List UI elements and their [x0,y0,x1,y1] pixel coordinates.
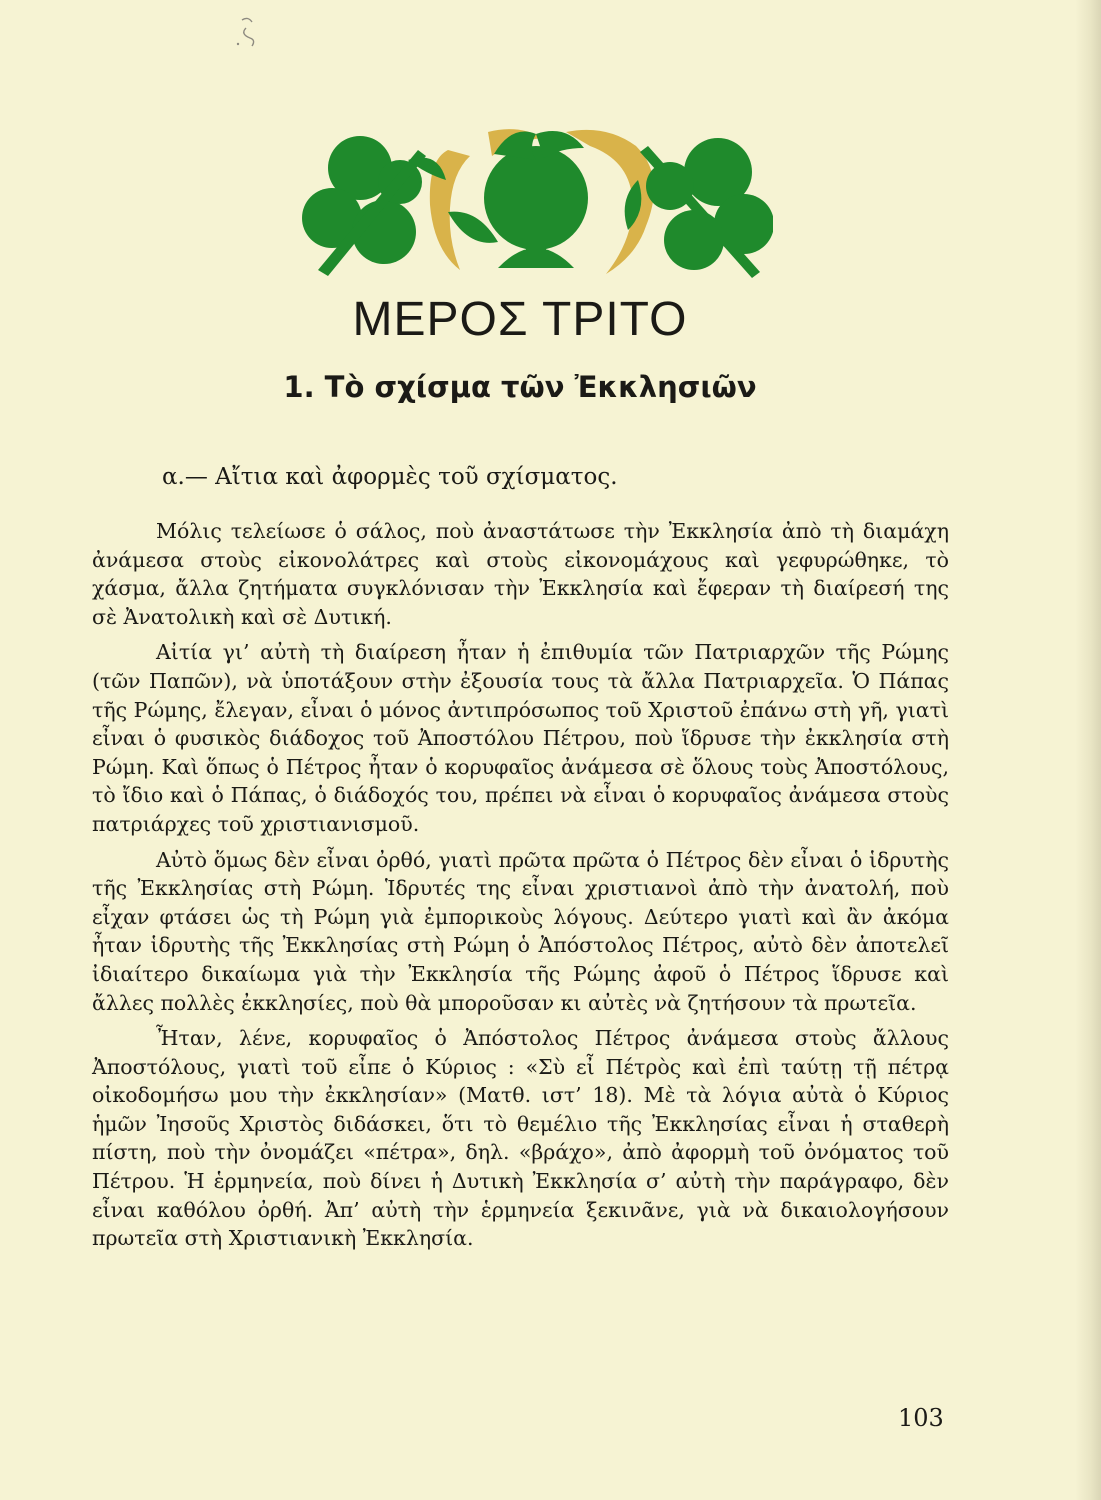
pencil-mark-icon [228,14,268,64]
page-number: 103 [898,1404,944,1432]
floral-ornament-icon [298,120,773,280]
paragraph-1: Μόλις τελείωσε ὁ σάλος, ποὺ ἀναστάτωσε τὴν Ἐκκλησία ἀπὸ τὴ διαμάχη ἀνάμεσα στοὺς εἰκονολάτρες καὶ στοὺς εἰκονομάχους καὶ γεφυρώθηκε, τὸ χάσμα, ἄλλα ζητήματα συγκλόνισαν τὴν Ἐκκλησία καὶ ἔφεραν τὴ διαίρεσή της σὲ Ἀνατολικὴ καὶ σὲ Δυτική. [92,519,949,629]
part-title: ΜΕΡΟΣ ΤΡΙΤΟ [352,293,688,346]
section-title: α.— Αἴτια καὶ ἀφορμὲς τοῦ σχίσματος. [162,464,618,490]
body-text [92,517,949,1260]
paragraph-4: Ἦταν, λένε, κορυφαῖος ὁ Ἀπόστολος Πέτρος ἀνάμεσα στοὺς ἄλλους Ἀποστόλους, γιατὶ τοῦ εἶπε ὁ Κύριος : «Σὺ εἶ Πέτρὸς καὶ ἐπὶ ταύτῃ τῇ πέτρᾳ οἰκοδομήσω μου τὴν ἐκκλησίαν» (Ματθ. ιστ’ 18). Μὲ τὰ λόγια αὐτὰ ὁ Κύριος ἡμῶν Ἰησοῦς Χριστὸς διδάσκει, ὅτι τὸ θεμέλιο τῆς Ἐκκλησίας εἶναι ἡ σταθερὴ πίστη, ποὺ τὴν ὀνομάζει «πέτρα», δηλ. «βράχο», ἀπὸ ἀφορμὴ τοῦ ὀνόματος τοῦ Πέτρου. Ἡ ἑρμηνεία, ποὺ δίνει ἡ Δυτικὴ Ἐκκλησία σ’ αὐτὴ τὴν παράγραφο, δὲν εἶναι καθόλου ὀρθή. Ἀπ’ αὐτὴ τὴν ἑρμηνεία ξεκινᾶνε, γιὰ νὰ δικαιολογήσουν πρωτεῖα στὴ Χριστιανικὴ Ἐκκλησία. [92,1026,949,1251]
paragraph-2: Αἰτία γι’ αὐτὴ τὴ διαίρεση ἦταν ἡ ἐπιθυμία τῶν Πατριαρχῶν τῆς Ρώμης (τῶν Παπῶν), νὰ ὑποτάξουν στὴν ἐξουσία τους τὰ ἄλλα Πατριαρχεῖα. Ὁ Πάπας τῆς Ρώμης, ἔλεγαν, εἶναι ὁ μόνος ἀντιπρόσωπος τοῦ Χριστοῦ ἐπάνω στὴ γῆ, γιατὶ εἶναι ὁ φυσικὸς διάδοχος τοῦ Ἀποστόλου Πέτρου, ποὺ ἵδρυσε τὴν ἐκκλησία στὴ Ρώμη. Καὶ ὅπως ὁ Πέτρος ἦταν ὁ κορυφαῖος ἀνάμεσα σὲ ὅλους τοὺς Ἀποστόλους, τὸ ἴδιο καὶ ὁ Πάπας, ὁ διάδοχός του, πρέπει νὰ εἶναι ὁ κορυφαῖος ἀνάμεσα στοὺς πατριάρχες τοῦ χριστιανισμοῦ. [92,640,949,836]
chapter-title: 1. Τὸ σχίσμα τῶν Ἐκκλησιῶν [283,370,757,404]
paragraph-3: Αὐτὸ ὅμως δὲν εἶναι ὀρθό, γιατὶ πρῶτα πρῶτα ὁ Πέτρος δὲν εἶναι ὁ ἱδρυτὴς τῆς Ἐκκλησίας στὴ Ρώμη. Ἱδρυτές της εἶναι χριστιανοὶ ἀπὸ τὴν ἀνατολή, ποὺ εἶχαν φτάσει ὡς τὴ Ρώμη γιὰ ἐμπορικοὺς λόγους. Δεύτερο γιατὶ καὶ ἂν ἀκόμα ἦταν ἱδρυτὴς τῆς Ἐκκλησίας στὴ Ρώμη ὁ Ἀπόστολος Πέτρος, αὐτὸ δὲν ἀποτελεῖ ἰδιαίτερο δικαίωμα γιὰ τὴν Ἐκκλησία τῆς Ρώμης ἀφοῦ ὁ Πέτρος ἵδρυσε καὶ ἄλλες πολλὲς ἐκκλησίες, ποὺ θὰ μποροῦσαν κι αὐτὲς νὰ ζητήσουν τὰ πρωτεῖα. [92,847,949,1015]
page-edge-shadow [1075,0,1101,1500]
